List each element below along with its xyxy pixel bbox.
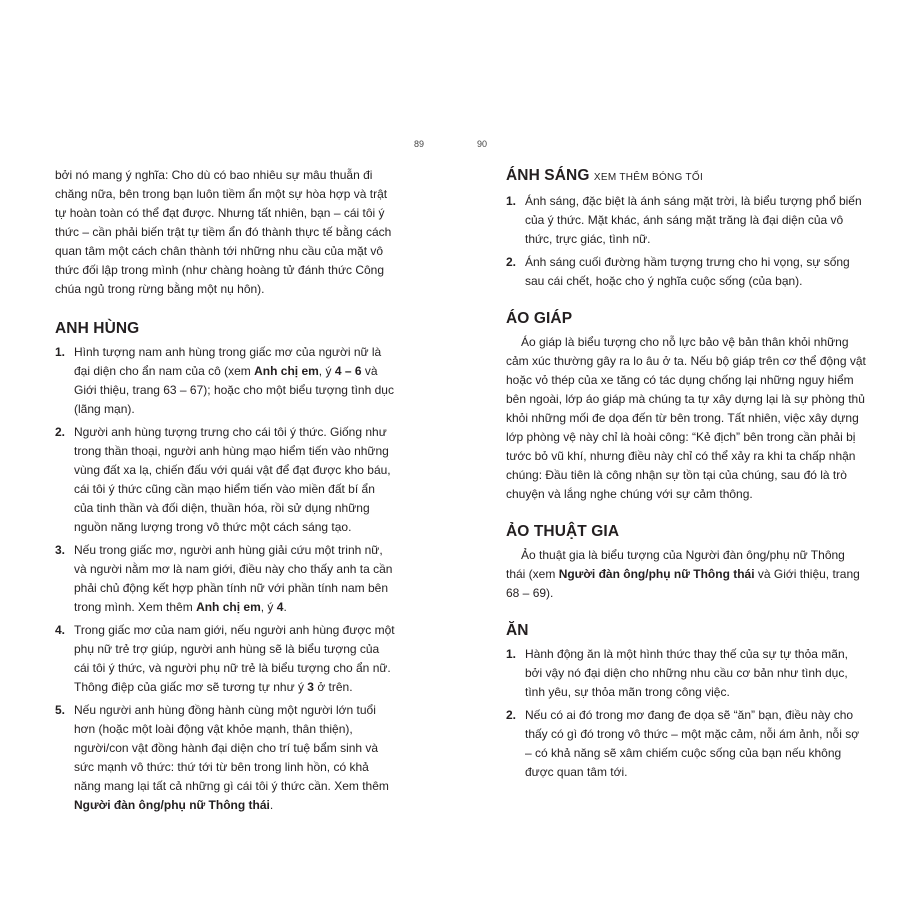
list-item <box>55 343 397 419</box>
item-reference-number: 4 <box>276 600 284 614</box>
item-text: Trong giấc mơ của nam giới, nếu người anh hùng được một phụ nữ trẻ trợ giúp, người anh hùng sẽ là biểu tượng của cái tôi ý thức, và người phụ nữ trẻ là biểu tượng cho ẩn nữ. Thông điệp của giấc mơ sẽ tương tự như ý <box>74 623 395 694</box>
page-number-left: 89 <box>414 139 425 149</box>
item-text: và Giới thiệu, trang 63 – 67); hoặc cho một biểu tượng tình dục (lãng mạn). <box>74 364 394 416</box>
ao-thuat-gia-paragraph <box>506 546 866 603</box>
intro-paragraph: bởi nó mang ý nghĩa: Cho dù có bao nhiêu sự mâu thuẫn đi chăng nữa, bên trong bạn luôn tiềm ẩn một sự hòa hợp và trật tự hoàn toàn có thể đạt được. Nhưng tất nhiên, bạn – cái tôi ý thức – cần phải biến trật tự tiềm ẩn đó thành thực tế bằng cách quan tâm một cách chân thành tới những nhu cầu của mặt vô thức đối lập trong mình (như chàng hoàng tử đánh thức Công chúa ngủ trong rừng bằng một nụ hôn). <box>55 168 392 296</box>
item-text: Nếu trong giấc mơ, người anh hùng giải cứu một trinh nữ, và người nằm mơ là nam giới, điều này cho thấy anh ta cần phải chủ động kết hợp phần tính nữ với phần tính nam bên trong mình. Xem thêm <box>74 543 393 614</box>
cross-reference: Người đàn ông/phụ nữ Thông thái <box>558 567 755 581</box>
section-heading-anh-hung: ANH HÙNG <box>55 320 140 337</box>
section-heading-anh-sang <box>506 166 866 188</box>
section-heading-an: ĂN <box>506 622 529 639</box>
item-text: Nếu có ai đó trong mơ đang đe dọa sẽ “ăn” bạn, điều này cho thấy có gì đó trong vô thức – một mặc cảm, nỗi ám ảnh, nỗi sợ – có khả năng sẽ xâm chiếm cuộc sống của bạn nếu không được quan tâm tới. <box>525 708 860 779</box>
anh-sang-list <box>506 192 866 291</box>
an-list <box>506 645 866 782</box>
list-item <box>506 253 866 291</box>
section-heading-ao-giap: ÁO GIÁP <box>506 310 573 327</box>
list-item <box>506 645 866 702</box>
item-number: 2. <box>55 425 66 439</box>
item-number: 4. <box>55 623 66 637</box>
list-item <box>506 192 866 249</box>
paragraph-text: Ảo thuật gia là biểu tượng của Người đàn ông/phụ nữ Thông thái (xem <box>506 548 845 581</box>
item-number: 2. <box>506 255 517 269</box>
item-text: . <box>283 600 287 614</box>
item-text: Người anh hùng tượng trưng cho cái tôi ý thức. Giống như trong thần thoại, người anh hùng mạo hiểm tiến vào những vùng đất xa lạ, chiến đấu với quái vật để đạt được kho báu, cái tôi ý thức cũng cần mạo hiểm tiến vào miền đất bí ẩn của tinh thần và đối diện, thuần hóa, rồi sử dụng những nguồn năng lượng trong vô thức một cách sáng tạo. <box>74 425 391 534</box>
list-item <box>55 621 397 697</box>
item-text: Ánh sáng cuối đường hầm tượng trưng cho hi vọng, sự sống sau cái chết, hoặc cho ý nghĩa cuộc sống (của bạn). <box>525 255 850 288</box>
item-text: , ý <box>318 364 335 378</box>
list-item <box>506 706 866 782</box>
item-text: . <box>269 798 274 812</box>
item-reference-number: 3 <box>307 680 314 694</box>
cross-reference: Anh chị em <box>196 600 261 614</box>
anh-hung-list <box>55 343 397 815</box>
item-text: Nếu người anh hùng đồng hành cùng một người lớn tuổi hơn (hoặc một loài động vật khỏe mạnh, thân thiện), người/con vật đồng hành đại diện cho trí tuệ bẩm sinh và sức mạnh vô thức: thứ tới từ bên trong linh hồn, có khả năng mang lại tất cả những gì cái tôi ý thức cần. Xem thêm <box>74 703 389 793</box>
see-also-note: XEM THÊM BÓNG TỐI <box>593 172 704 183</box>
item-number: 1. <box>506 647 517 661</box>
left-page <box>55 166 397 819</box>
right-page <box>506 166 866 786</box>
item-number: 3. <box>55 543 66 557</box>
ao-giap-paragraph: Áo giáp là biểu tượng cho nỗ lực bảo vệ bản thân khỏi những cảm xúc thường gây ra lo âu ở ta. Nếu bộ giáp trên cơ thể động vật hoặc vỏ thép của xe tăng có tác dụng chống lại những nguy hiểm bên ngoài, lớp áo giáp mà chúng ta tự xây dựng lại là sự phòng thủ khỏi những mối đe dọa đến từ bên trong. Tất nhiên, việc xây dựng lớp phòng vệ này chỉ là hoài công: “Kẻ địch” bên trong cần phải bị tước bỏ vũ khí, nhưng điều này chỉ có thể xảy ra khi ta chấp nhận chúng: Đầu tiên là công nhận sự tồn tại của chúng, sau đó là trò chuyện và lắng nghe chúng với sự cảm thông. <box>506 335 866 501</box>
item-text: Ánh sáng, đặc biệt là ánh sáng mặt trời, là biểu tượng phổ biến của ý thức. Mặt khác, ánh sáng mặt trăng là đại diện của vô thức, trực giác, tình nữ. <box>525 194 862 246</box>
cross-reference: Anh chị em <box>254 364 319 378</box>
item-text: , ý <box>260 600 277 614</box>
heading-text: ÁNH SÁNG <box>506 167 590 184</box>
section-heading-ao-thuat-gia: ẢO THUẬT GIA <box>506 523 620 540</box>
cross-reference: Người đàn ông/phụ nữ Thông thái <box>74 798 270 812</box>
paragraph-text: và Giới thiệu, trang 68 – 69). <box>506 567 860 600</box>
page-number-right: 90 <box>477 139 488 149</box>
item-reference-number: 4 – 6 <box>334 364 362 378</box>
list-item <box>55 701 397 815</box>
list-item <box>55 541 397 617</box>
list-item <box>55 423 397 537</box>
item-number: 5. <box>55 703 66 717</box>
item-number: 1. <box>55 345 66 359</box>
item-number: 2. <box>506 708 517 722</box>
item-text: ở trên. <box>313 680 353 694</box>
item-number: 1. <box>506 194 517 208</box>
item-text: Hình tượng nam anh hùng trong giấc mơ của người nữ là đại diện cho ẩn nam của cô (xem <box>74 345 382 378</box>
item-text: Hành động ăn là một hình thức thay thế của sự tự thỏa mãn, bởi vậy nó đại diện cho những nhu cầu cơ bản như tình dục, tình yêu, sự thỏa mãn trong công việc. <box>525 647 848 699</box>
